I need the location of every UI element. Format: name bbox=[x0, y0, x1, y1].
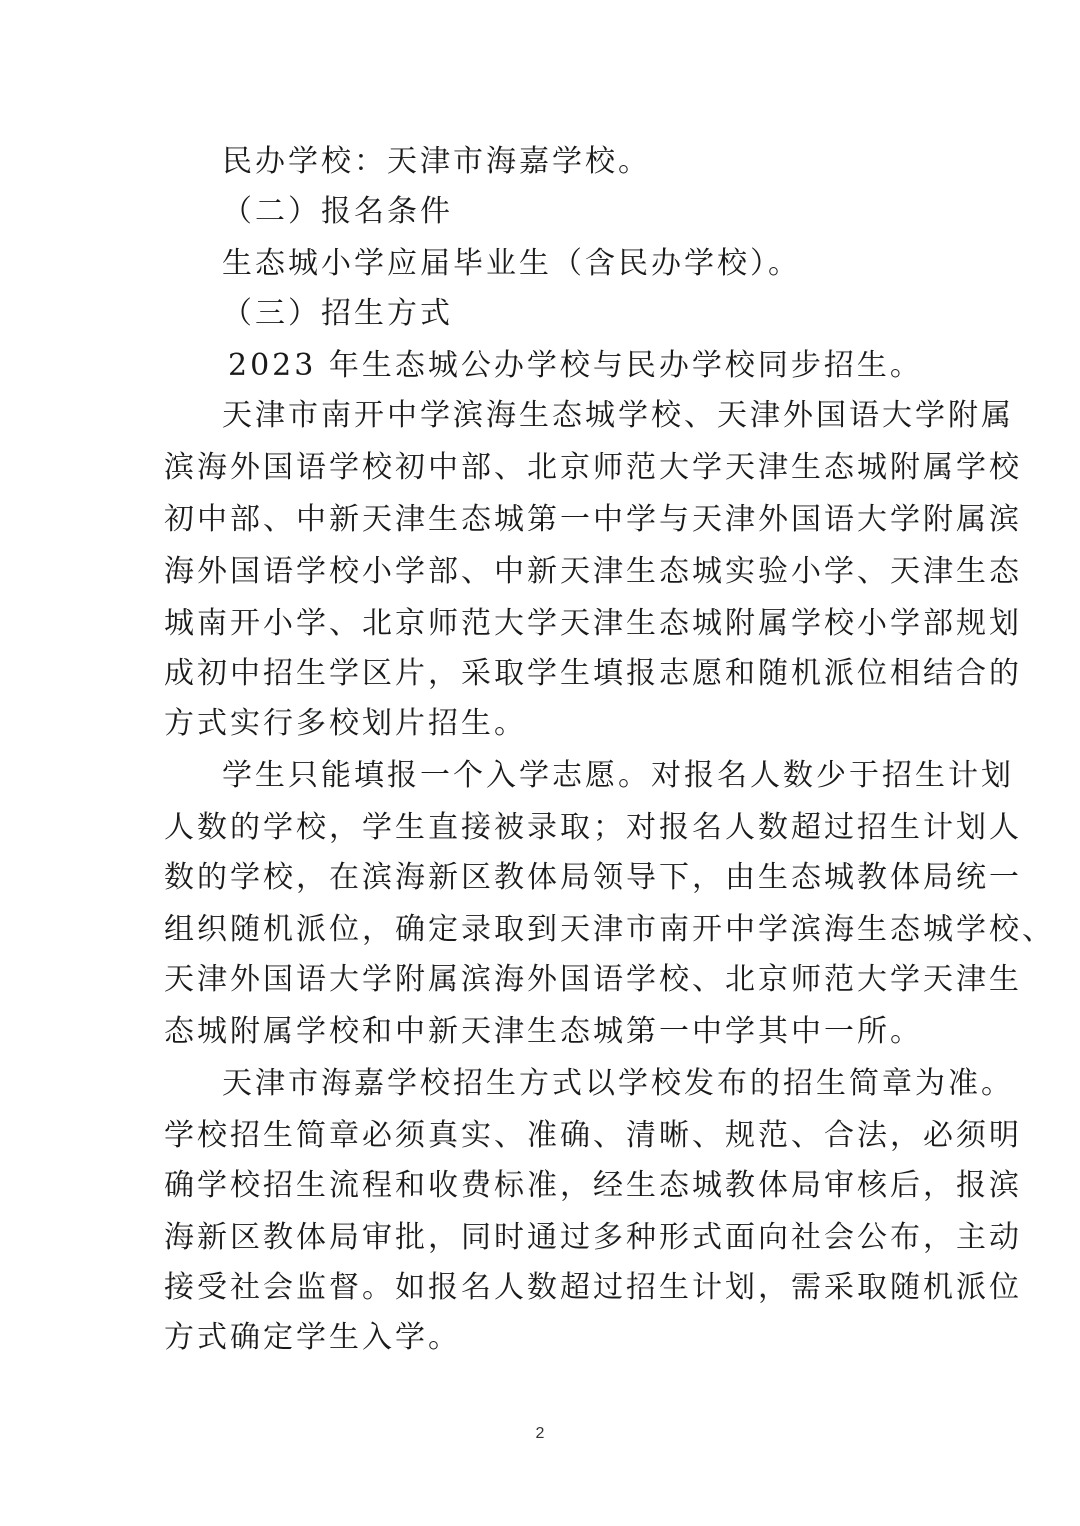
paragraph-line: 天津市海嘉学校招生方式以学校发布的招生简章为准。 bbox=[222, 1066, 1014, 1101]
page-number: 2 bbox=[535, 1425, 545, 1442]
paragraph-line: 人数的学校，学生直接被录取；对报名人数超过招生计划人 bbox=[164, 810, 1022, 845]
paragraph-line: 组织随机派位，确定录取到天津市南开中学滨海生态城学校、 bbox=[164, 912, 1055, 947]
paragraph-line: 方式确定学生入学。 bbox=[164, 1320, 461, 1355]
paragraph-line: 方式实行多校划片招生。 bbox=[164, 706, 527, 741]
paragraph-line: 城南开小学、北京师范大学天津生态城附属学校小学部规划 bbox=[164, 606, 1022, 641]
section-heading: （二）报名条件 bbox=[222, 194, 453, 229]
paragraph-line: 天津外国语大学附属滨海外国语学校、北京师范大学天津生 bbox=[164, 962, 1022, 997]
paragraph-line: 学校招生简章必须真实、准确、清晰、规范、合法，必须明 bbox=[164, 1118, 1022, 1153]
paragraph-line: 确学校招生流程和收费标准，经生态城教体局审核后，报滨 bbox=[164, 1168, 1022, 1203]
paragraph-line: 滨海外国语学校初中部、北京师范大学天津生态城附属学校 bbox=[164, 450, 1022, 485]
paragraph-line: 接受社会监督。如报名人数超过招生计划，需采取随机派位 bbox=[164, 1270, 1022, 1305]
paragraph-line: 初中部、中新天津生态城第一中学与天津外国语大学附属滨 bbox=[164, 502, 1022, 537]
paragraph-line: 数的学校，在滨海新区教体局领导下，由生态城教体局统一 bbox=[164, 860, 1022, 895]
paragraph-line: 海外国语学校小学部、中新天津生态城实验小学、天津生态 bbox=[164, 554, 1022, 589]
paragraph-line: 学生只能填报一个入学志愿。对报名人数少于招生计划 bbox=[222, 758, 1014, 793]
paragraph-line: 海新区教体局审批，同时通过多种形式面向社会公布，主动 bbox=[164, 1220, 1022, 1255]
text-line: 生态城小学应届毕业生（含民办学校）。 bbox=[222, 246, 801, 281]
text-line: 2023 年生态城公办学校与民办学校同步招生。 bbox=[228, 348, 923, 383]
paragraph-line: 成初中招生学区片，采取学生填报志愿和随机派位相结合的 bbox=[164, 656, 1022, 691]
text-line: 民办学校：天津市海嘉学校。 bbox=[222, 144, 651, 179]
paragraph-line: 态城附属学校和中新天津生态城第一中学其中一所。 bbox=[164, 1014, 923, 1049]
paragraph-line: 天津市南开中学滨海生态城学校、天津外国语大学附属 bbox=[222, 398, 1014, 433]
section-heading: （三）招生方式 bbox=[222, 296, 453, 331]
